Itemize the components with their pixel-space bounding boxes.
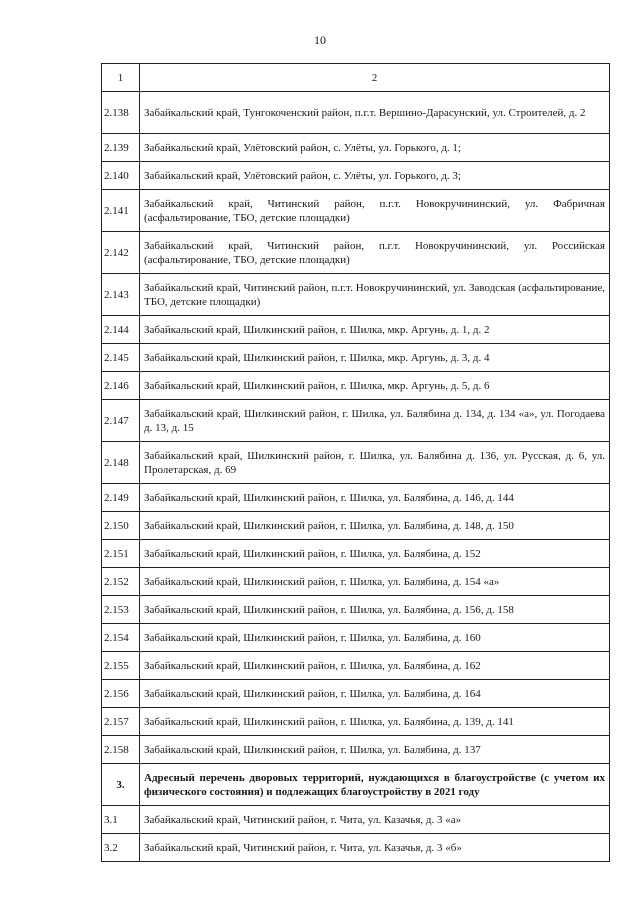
row-number: 2.154 [102,624,140,652]
table-row [102,162,610,190]
table-row [102,652,610,680]
row-address: Забайкальский край, Шилкинский район, г. Шилка, ул. Балябина, д. 156, д. 158 [140,596,610,624]
table-row [102,134,610,162]
row-address: Забайкальский край, Читинский район, г. Чита, ул. Казачья, д. 3 «б» [140,834,610,862]
row-number: 2.157 [102,708,140,736]
row-address: Забайкальский край, Шилкинский район, г. Шилка, мкр. Аргунь, д. 1, д. 2 [140,316,610,344]
page-number: 10 [314,33,326,47]
row-address: Забайкальский край, Шилкинский район, г. Шилка, ул. Балябина, д. 154 «а» [140,568,610,596]
row-address: Забайкальский край, Шилкинский район, г. Шилка, ул. Балябина, д. 160 [140,624,610,652]
row-address: Забайкальский край, Читинский район, п.г.т. Новокручининский, ул. Заводская (асфальтирование, ТБО, детские площадки) [140,274,610,316]
row-number: 2.150 [102,512,140,540]
table-row [102,596,610,624]
row-address: Забайкальский край, Читинский район, г. Чита, ул. Казачья, д. 3 «а» [140,806,610,834]
row-address: Забайкальский край, Шилкинский район, г. Шилка, мкр. Аргунь, д. 5, д. 6 [140,372,610,400]
table-row [102,540,610,568]
row-number: 2.149 [102,484,140,512]
row-number: 2.146 [102,372,140,400]
row-number: 2.138 [102,92,140,134]
row-number: 2.139 [102,134,140,162]
header-col-number: 1 [102,64,140,92]
row-address: Забайкальский край, Шилкинский район, г. Шилка, ул. Балябина, д. 162 [140,652,610,680]
table-row [102,442,610,484]
row-number: 2.141 [102,190,140,232]
table-row [102,512,610,540]
row-address: Забайкальский край, Шилкинский район, г. Шилка, ул. Балябина, д. 164 [140,680,610,708]
section-title: Адресный перечень дворовых территорий, нуждающихся в благоустройстве (с учетом их физического состояния) и подлежащих благоустройству в 2021 году [140,764,610,806]
row-address: Забайкальский край, Шилкинский район, г. Шилка, ул. Балябина д. 136, ул. Русская, д. 6, ул. Пролетарская, д. 69 [140,442,610,484]
row-number: 2.153 [102,596,140,624]
row-address: Забайкальский край, Читинский район, п.г.т. Новокручининский, ул. Фабричная (асфальтирование, ТБО, детские площадки) [140,190,610,232]
row-number: 3.1 [102,806,140,834]
table-row [102,400,610,442]
row-address: Забайкальский край, Шилкинский район, г. Шилка, ул. Балябина, д. 139, д. 141 [140,708,610,736]
section-header-row [102,764,610,806]
table-row [102,708,610,736]
row-number: 3.2 [102,834,140,862]
table-row [102,624,610,652]
table-row [102,484,610,512]
row-address: Забайкальский край, Улётовский район, с. Улёты, ул. Горького, д. 3; [140,162,610,190]
row-address: Забайкальский край, Улётовский район, с. Улёты, ул. Горького, д. 1; [140,134,610,162]
row-number: 2.152 [102,568,140,596]
table-row [102,316,610,344]
address-table-body [102,64,610,862]
table-row [102,344,610,372]
table-row [102,736,610,764]
header-col-address: 2 [140,64,610,92]
table-row [102,372,610,400]
table-row [102,190,610,232]
row-number: 2.158 [102,736,140,764]
row-address: Забайкальский край, Шилкинский район, г. Шилка, ул. Балябина д. 134, д. 134 «а», ул. Погодаева д. 13, д. 15 [140,400,610,442]
row-address: Забайкальский край, Шилкинский район, г. Шилка, мкр. Аргунь, д. 3, д. 4 [140,344,610,372]
row-address: Забайкальский край, Шилкинский район, г. Шилка, ул. Балябина, д. 146, д. 144 [140,484,610,512]
row-number: 2.155 [102,652,140,680]
row-number: 2.151 [102,540,140,568]
row-number: 2.156 [102,680,140,708]
row-number: 2.145 [102,344,140,372]
row-number: 2.142 [102,232,140,274]
row-number: 2.147 [102,400,140,442]
row-address: Забайкальский край, Тунгокоченский район, п.г.т. Вершино-Дарасунский, ул. Строителей, д. 2 [140,92,610,134]
row-address: Забайкальский край, Шилкинский район, г. Шилка, ул. Балябина, д. 137 [140,736,610,764]
row-number: 2.148 [102,442,140,484]
row-number: 2.143 [102,274,140,316]
row-address: Забайкальский край, Шилкинский район, г. Шилка, ул. Балябина, д. 152 [140,540,610,568]
table-row [102,806,610,834]
table-row [102,232,610,274]
row-number: 3. [102,764,140,806]
address-table [101,63,610,862]
table-row [102,92,610,134]
row-number: 2.144 [102,316,140,344]
row-address: Забайкальский край, Шилкинский район, г. Шилка, ул. Балябина, д. 148, д. 150 [140,512,610,540]
table-row [102,274,610,316]
table-row [102,834,610,862]
table-header-row [102,64,610,92]
row-number: 2.140 [102,162,140,190]
table-row [102,568,610,596]
table-row [102,680,610,708]
row-address: Забайкальский край, Читинский район, п.г.т. Новокручининский, ул. Российская (асфальтирование, ТБО, детские площадки) [140,232,610,274]
